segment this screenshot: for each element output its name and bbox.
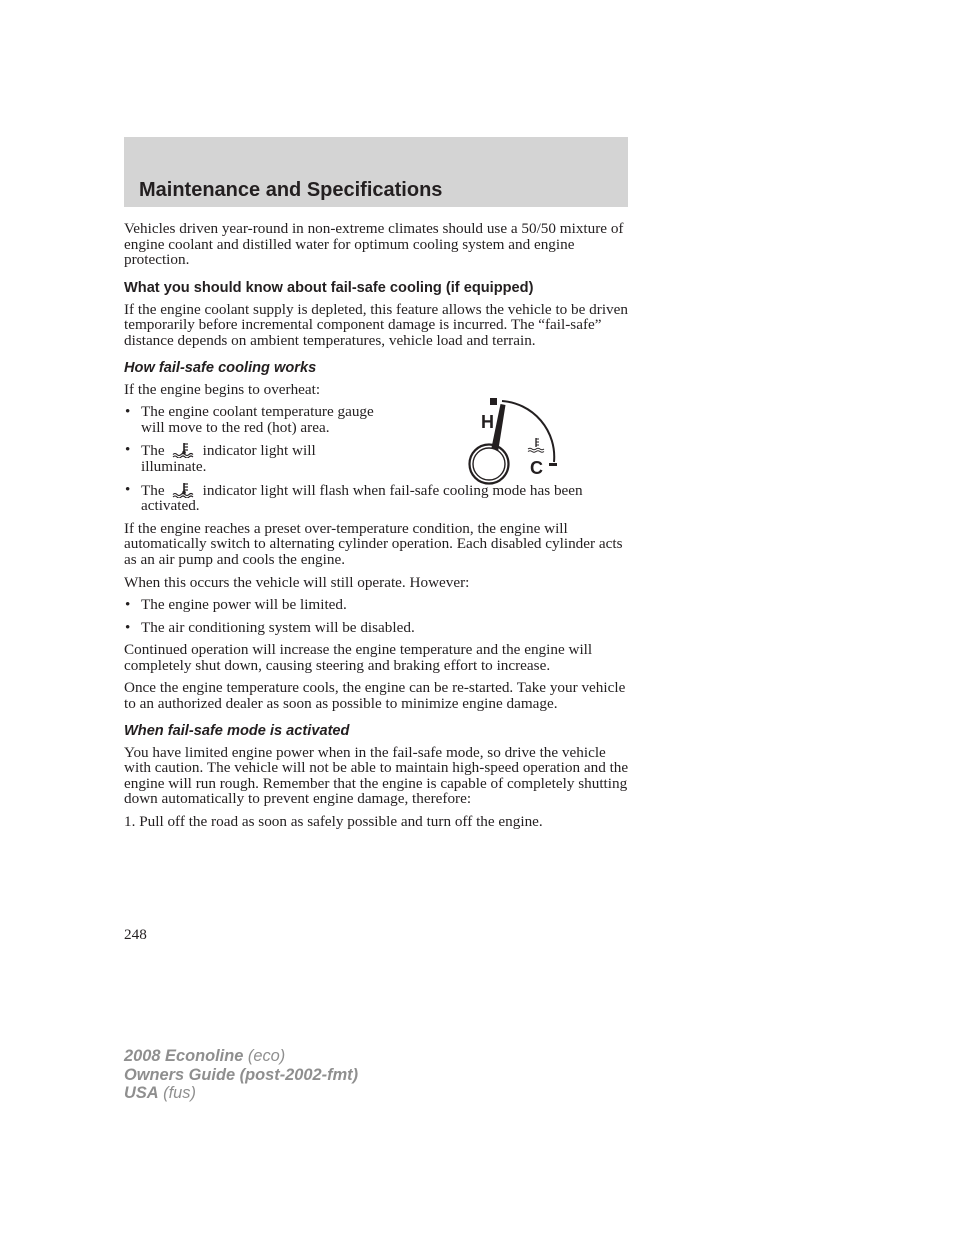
activated-heading: When fail-safe mode is activated	[124, 722, 350, 739]
gauge-hot-marker	[490, 398, 497, 405]
document-footer	[124, 1047, 358, 1103]
how-heading: How fail-safe cooling works	[124, 359, 317, 376]
continued-operation-paragraph: Continued operation will increase the engine temperature and the engine will completely shut down, causing steering and braking effort to increase.	[124, 641, 593, 674]
page-content	[124, 221, 630, 837]
gauge-cold-label: C	[530, 458, 543, 478]
list-item: • The engine power will be limited.	[124, 597, 630, 613]
failsafe-heading: What you should know about fail-safe cooling (if equipped)	[124, 279, 534, 296]
limitations-list	[124, 597, 630, 635]
how-lead: If the engine begins to overheat:	[124, 380, 321, 398]
list-item: • The indicator light will flash when fail-safe cooling mode has been activated.	[124, 482, 630, 514]
temperature-gauge-illustration	[462, 394, 562, 489]
section-title: Maintenance and Specifications	[139, 179, 443, 201]
step-1: 1. Pull off the road as soon as safely possible and turn off the engine.	[124, 813, 543, 831]
page-number: 248	[124, 926, 147, 943]
overtemp-paragraph: If the engine reaches a preset over-temperature condition, the engine will automatically switch to alternating cylinder operation. Each disabled cylinder acts as an air pump and cools the engine.	[124, 519, 623, 568]
list-item: • The indicator light will illuminate.	[124, 442, 381, 474]
still-operate-paragraph: When this occurs the vehicle will still operate. However:	[124, 573, 470, 591]
gauge-arc	[502, 401, 554, 462]
coolant-temperature-icon	[171, 482, 197, 498]
activated-paragraph: You have limited engine power when in the fail-safe mode, so drive the vehicle with caution. The vehicle will not be able to maintain high-speed operation and the engine will run rough. Remember that the engine is capable of completely shutting down automatically to prevent engine damage, therefore:	[124, 743, 629, 808]
coolant-temperature-icon	[528, 438, 544, 452]
footer-line-1: 2008 Econoline (eco)	[124, 1047, 286, 1065]
intro-paragraph: Vehicles driven year-round in non-extreme climates should use a 50/50 mixture of engine coolant and distilled water for optimum cooling system and engine protection.	[124, 220, 624, 269]
coolant-temperature-icon	[171, 442, 197, 458]
failsafe-paragraph: If the engine coolant supply is depleted, this feature allows the vehicle to be driven temporarily before incremental component damage is incurred. The “fail-safe” distance depends on ambient temperatures, vehicle load and terrain.	[124, 300, 628, 349]
list-item: • The engine coolant temperature gauge will move to the red (hot) area.	[124, 404, 381, 435]
restart-paragraph: Once the engine temperature cools, the engine can be re-started. Take your vehicle to an authorized dealer as soon as possible to minimize engine damage.	[124, 679, 626, 713]
list-item: • The air conditioning system will be disabled.	[124, 620, 630, 636]
gauge-hot-label: H	[481, 412, 494, 432]
footer-line-2: Owners Guide (post-2002-fmt)	[124, 1065, 359, 1084]
gauge-cold-marker	[549, 463, 557, 466]
footer-line-3: USA (fus)	[124, 1084, 196, 1102]
gauge-hub-inner	[473, 448, 505, 480]
section-header-band	[124, 137, 628, 207]
